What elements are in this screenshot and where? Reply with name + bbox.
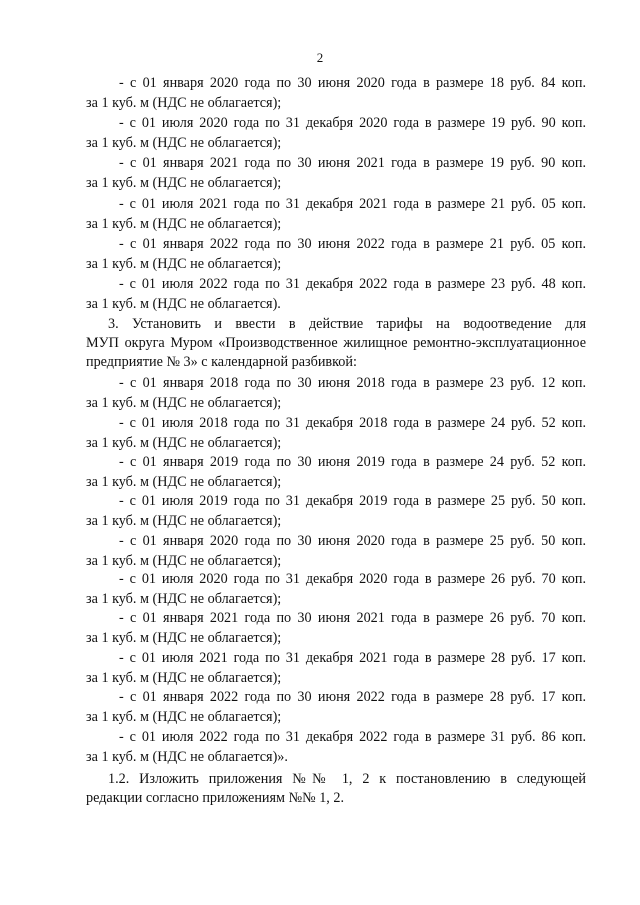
list-item-line: - с 01 января 2018 года по 30 июня 2018 года в размере 23 руб. 12 коп.: [119, 375, 586, 391]
list-item: [86, 531, 586, 571]
list-item-line: за 1 куб. м (НДС не облагается);: [86, 435, 282, 451]
paragraph-line: редакции согласно приложениям №№ 1, 2.: [86, 790, 345, 806]
list-item: [86, 373, 586, 413]
paragraph-line: МУП округа Муром «Производственное жилищное ремонтно-эксплуатационное: [86, 335, 586, 351]
list-item-line: - с 01 июля 2021 года по 31 декабря 2021 года в размере 28 руб. 17 коп.: [119, 650, 586, 666]
list-item-line: за 1 куб. м (НДС не облагается);: [86, 553, 282, 569]
list-item: [86, 727, 586, 767]
list-item: [86, 413, 586, 453]
list-item-line: за 1 куб. м (НДС не облагается);: [86, 591, 282, 607]
list-item-line: за 1 куб. м (НДС не облагается).: [86, 296, 281, 312]
page-number: 2: [316, 50, 324, 65]
list-item-line: - с 01 января 2020 года по 30 июня 2020 года в размере 18 руб. 84 коп.: [119, 75, 586, 91]
list-item-line: за 1 куб. м (НДС не облагается);: [86, 474, 282, 490]
paragraph-line: 3. Установить и ввести в действие тарифы на водоотведение для: [108, 316, 586, 332]
list-item-line: - с 01 января 2020 года по 30 июня 2020 года в размере 25 руб. 50 коп.: [119, 533, 586, 549]
list-item: [86, 687, 586, 727]
list-item: [86, 73, 586, 113]
list-item: [86, 274, 586, 314]
list-item-line: - с 01 июля 2022 года по 31 декабря 2022 года в размере 23 руб. 48 коп.: [119, 276, 586, 292]
list-item-line: - с 01 июля 2020 года по 31 декабря 2020 года в размере 19 руб. 90 коп.: [119, 115, 586, 131]
list-item-line: за 1 куб. м (НДС не облагается)».: [86, 749, 288, 765]
list-item-line: - с 01 января 2022 года по 30 июня 2022 года в размере 28 руб. 17 коп.: [119, 689, 586, 705]
list-item: [86, 452, 586, 492]
list-item-line: - с 01 января 2021 года по 30 июня 2021 года в размере 26 руб. 70 коп.: [119, 610, 586, 626]
list-item-line: за 1 куб. м (НДС не облагается);: [86, 95, 282, 111]
section-3-paragraph: [86, 315, 586, 372]
list-item-line: за 1 куб. м (НДС не облагается);: [86, 513, 282, 529]
list-item-line: - с 01 июля 2018 года по 31 декабря 2018 года в размере 24 руб. 52 коп.: [119, 415, 586, 431]
list-item: [86, 234, 586, 274]
list-item-line: - с 01 января 2019 года по 30 июня 2019 года в размере 24 руб. 52 коп.: [119, 454, 586, 470]
list-item-line: за 1 куб. м (НДС не облагается);: [86, 395, 282, 411]
list-item-line: - с 01 июля 2019 года по 31 декабря 2019 года в размере 25 руб. 50 коп.: [119, 493, 586, 509]
list-item-line: - с 01 июля 2020 года по 31 декабря 2020 года в размере 26 руб. 70 коп.: [119, 571, 586, 587]
paragraph-line: предприятие № 3» с календарной разбивкой:: [86, 354, 357, 370]
list-item: [86, 113, 586, 153]
section-1-2-paragraph: [86, 770, 586, 808]
paragraph-line: 1.2. Изложить приложения №№ 1, 2 к постановлению в следующей: [108, 771, 586, 787]
list-item-line: за 1 куб. м (НДС не облагается);: [86, 630, 282, 646]
list-item-line: за 1 куб. м (НДС не облагается);: [86, 709, 282, 725]
list-item-line: за 1 куб. м (НДС не облагается);: [86, 135, 282, 151]
list-item: [86, 194, 586, 234]
list-item: [86, 608, 586, 648]
list-item-line: - с 01 июля 2022 года по 31 декабря 2022 года в размере 31 руб. 86 коп.: [119, 729, 586, 745]
list-item: [86, 569, 586, 609]
list-item-line: за 1 куб. м (НДС не облагается);: [86, 670, 282, 686]
list-item-line: за 1 куб. м (НДС не облагается);: [86, 256, 282, 272]
list-item-line: - с 01 января 2021 года по 30 июня 2021 года в размере 19 руб. 90 коп.: [119, 155, 586, 171]
list-item-line: - с 01 июля 2021 года по 31 декабря 2021 года в размере 21 руб. 05 коп.: [119, 196, 586, 212]
list-item-line: за 1 куб. м (НДС не облагается);: [86, 216, 282, 232]
list-item: [86, 491, 586, 531]
list-item-line: - с 01 января 2022 года по 30 июня 2022 года в размере 21 руб. 05 коп.: [119, 236, 586, 252]
list-item-line: за 1 куб. м (НДС не облагается);: [86, 175, 282, 191]
list-item: [86, 648, 586, 688]
list-item: [86, 153, 586, 193]
